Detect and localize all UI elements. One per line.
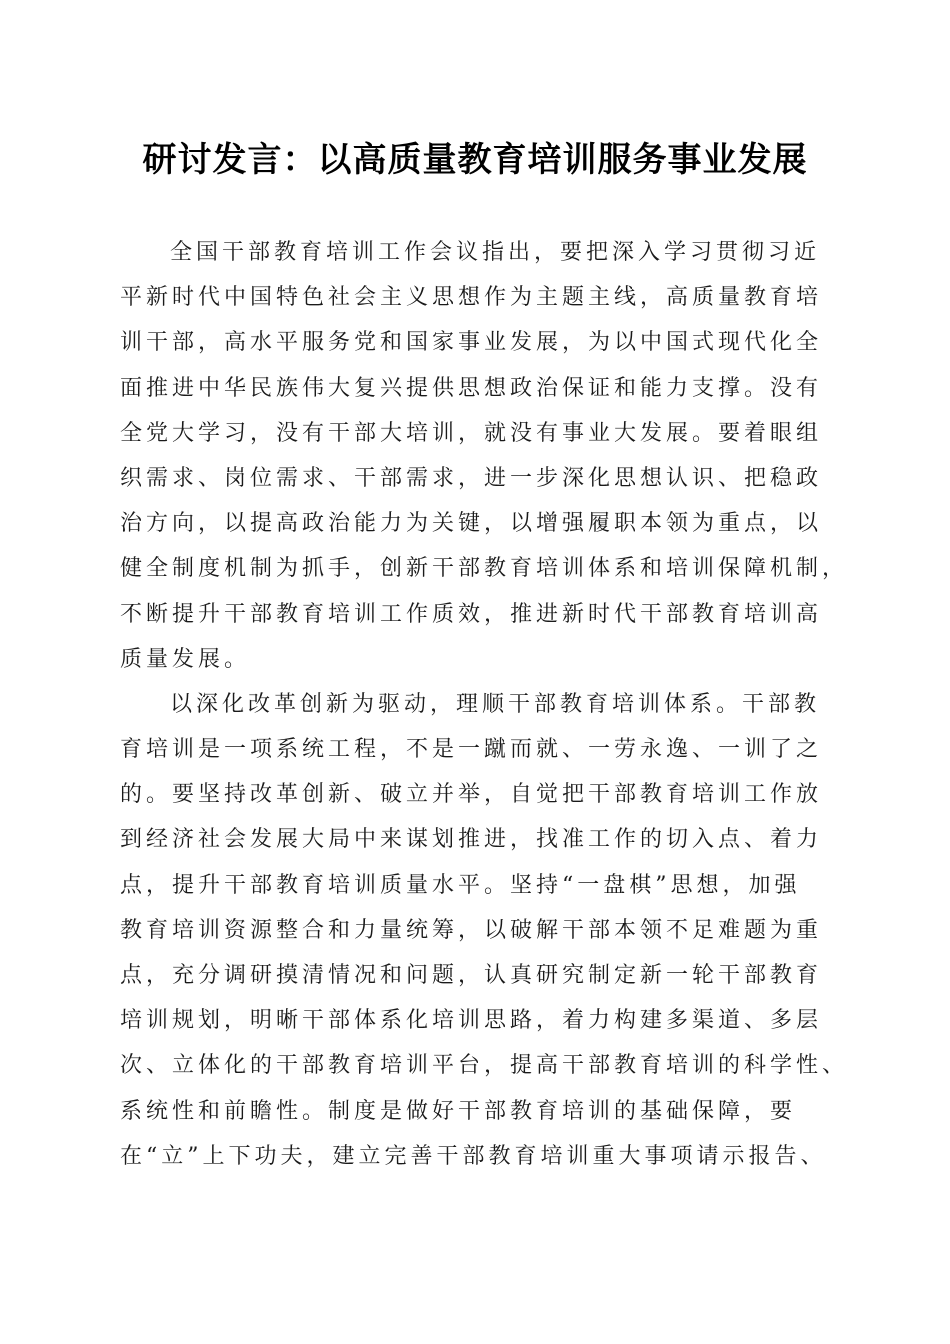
paragraph-2-line-6: 教育培训资源整合和力量统筹，以破解干部本领不足难题为重 [120,917,823,943]
paragraph-1-line-4: 面推进中华民族伟大复兴提供思想政治保证和能力支撑。没有 [120,375,823,401]
paragraph-1-line-8: 健全制度机制为抓手，创新干部教育培训体系和培训保障机制， [120,556,849,582]
paragraph-1-line-9: 不断提升干部教育培训工作质效，推进新时代干部教育培训高 [120,601,823,627]
document-body [120,230,849,1179]
paragraph-1-line-10: 质量发展。 [120,646,251,672]
paragraph-2-line-9: 次、立体化的干部教育培训平台，提高干部教育培训的科学性、 [120,1053,849,1079]
paragraph-1-line-5: 全党大学习，没有干部大培训，就没有事业大发展。要着眼组 [120,420,823,446]
paragraph-2-line-8: 培训规划，明晰干部体系化培训思路，着力构建多渠道、多层 [120,1008,823,1034]
paragraph-2-line-3: 的。要坚持改革创新、破立并举，自觉把干部教育培训工作放 [120,782,823,808]
paragraph-1-line-6: 织需求、岗位需求、干部需求，进一步深化思想认识、把稳政 [120,465,823,491]
paragraph-2-line-5: 点，提升干部教育培训质量水平。坚持“一盘棋”思想，加强 [120,872,801,898]
paragraph-2-line-7: 点，充分调研摸清情况和问题，认真研究制定新一轮干部教育 [120,963,823,988]
paragraph-2-line-11: 在“立”上下功夫，建立完善干部教育培训重大事项请示报告、 [120,1143,827,1169]
paragraph-2-line-4: 到经济社会发展大局中来谋划推进，找准工作的切入点、着力 [120,827,823,853]
document-title: 研讨发言：以高质量教育培训服务事业发展 [142,140,808,180]
paragraph-2-line-1: 以深化改革创新为驱动，理顺干部教育培训体系。干部教 [170,691,821,717]
paragraph-1-line-7: 治方向，以提高政治能力为关键，以增强履职本领为重点，以 [120,511,823,537]
paragraph-1-line-1: 全国干部教育培训工作会议指出，要把深入学习贯彻习近 [170,240,821,265]
paragraph-1-line-2: 平新时代中国特色社会主义思想作为主题主线，高质量教育培 [120,285,823,311]
paragraph-1-line-3: 训干部，高水平服务党和国家事业发展，为以中国式现代化全 [120,330,823,356]
paragraph-2-line-2: 育培训是一项系统工程，不是一蹴而就、一劳永逸、一训了之 [120,737,823,763]
paragraph-2-line-10: 系统性和前瞻性。制度是做好干部教育培训的基础保障，要 [120,1098,797,1124]
